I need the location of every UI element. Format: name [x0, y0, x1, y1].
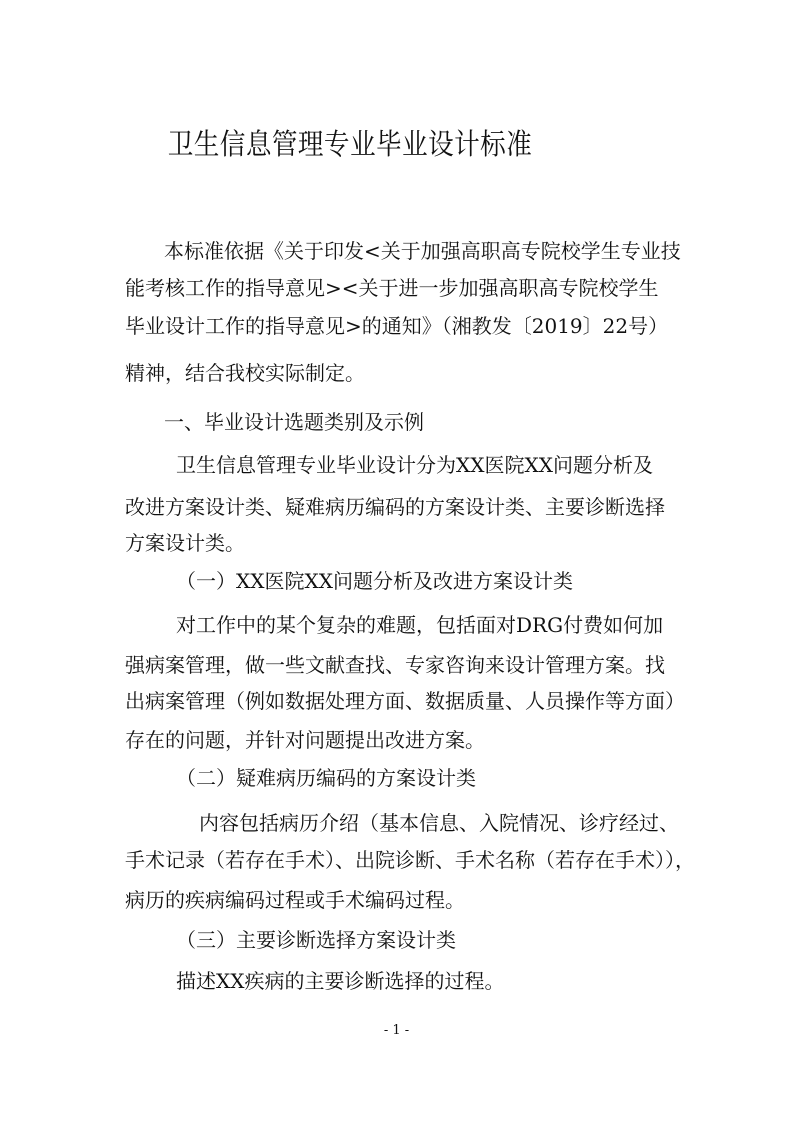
- section1-line-2: 改进方案设计类、疑难病历编码的方案设计类、主要诊断选择: [125, 495, 665, 519]
- subsection-heading-2: （二）疑难病历编码的方案设计类: [176, 766, 476, 790]
- section-heading-1: 一、毕业设计选题类别及示例: [164, 410, 424, 434]
- intro-line-2: 能考核工作的指导意见><关于进一步加强高职高专院校学生: [125, 276, 659, 300]
- sub1-line-4: 存在的问题，并针对问题提出改进方案。: [125, 728, 485, 752]
- sub2-line-1: 内容包括病历介绍（基本信息、入院情况、诊疗经过、: [199, 811, 679, 835]
- sub1-line-3: 出病案管理（例如数据处理方面、数据质量、人员操作等方面）: [125, 689, 685, 713]
- sub1-line-1: 对工作中的某个复杂的难题，包括面对DRG付费如何加: [176, 613, 664, 637]
- sub2-line-3: 病历的疾病编码过程或手术编码过程。: [125, 888, 465, 912]
- intro-line-4: 精神，结合我校实际制定。: [125, 361, 365, 385]
- page-number: - 1 -: [383, 1023, 410, 1038]
- section1-line-3: 方案设计类。: [125, 531, 245, 555]
- subsection-heading-3: （三）主要诊断选择方案设计类: [176, 928, 456, 952]
- subsection-heading-1: （一）XX医院XX问题分析及改进方案设计类: [176, 569, 573, 593]
- intro-line-1: 本标准依据《关于印发<关于加强高职高专院校学生专业技: [164, 239, 681, 263]
- section1-line-1: 卫生信息管理专业毕业设计分为XX医院XX问题分析及: [176, 453, 653, 477]
- sub2-line-2: 手术记录（若存在手术）、出院诊断、手术名称（若存在手术）），: [125, 848, 695, 872]
- sub1-line-2: 强病案管理，做一些文献查找、专家咨询来设计管理方案。找: [125, 653, 665, 677]
- document-title: 卫生信息管理专业毕业设计标准: [167, 127, 533, 161]
- intro-line-3: 毕业设计工作的指导意见>的通知》（湘教发〔2019〕22号）: [125, 314, 669, 338]
- sub3-line-1: 描述XX疾病的主要诊断选择的过程。: [176, 969, 505, 993]
